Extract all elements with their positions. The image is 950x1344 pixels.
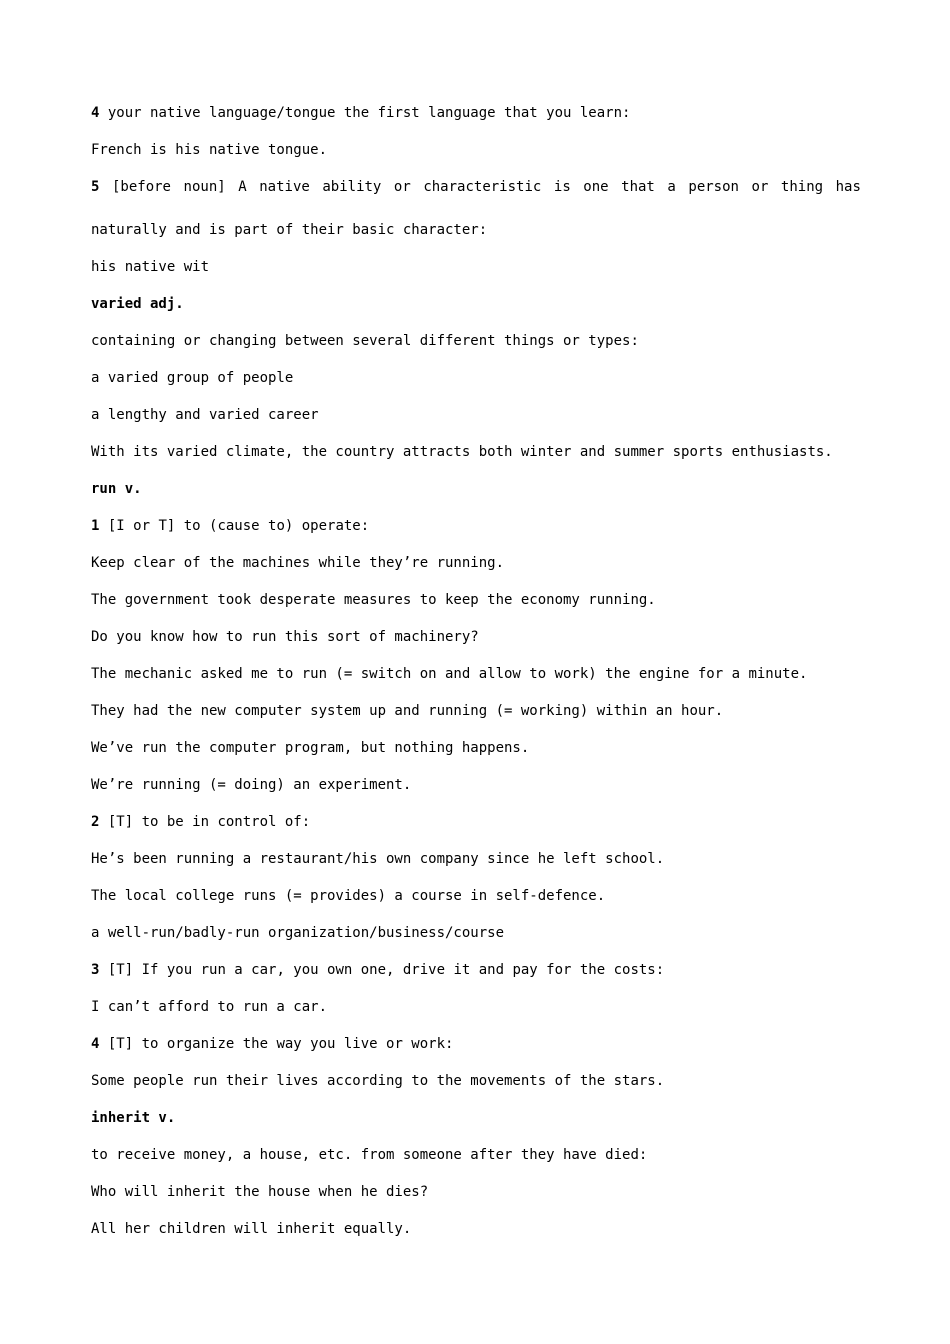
example-sentence: Keep clear of the machines while they’re running. <box>91 555 505 571</box>
definition-word: native <box>259 179 310 195</box>
example-sentence: We’ve run the computer program, but nothing happens. <box>91 740 530 756</box>
definition-line <box>91 103 861 123</box>
definition-word: ability <box>322 179 382 195</box>
example-sentence: The mechanic asked me to run (= switch on and allow to work) the engine for a minute. <box>91 666 808 682</box>
example-sentence: his native wit <box>91 259 210 275</box>
example-sentence: He’s been running a restaurant/his own company since he left school. <box>91 851 665 867</box>
definition-word: thing <box>780 179 824 195</box>
sense-number: 4 <box>91 1036 100 1052</box>
definition-word: person <box>688 179 739 195</box>
example-sentence: French is his native tongue. <box>91 142 328 158</box>
definition-word: [before <box>111 179 171 195</box>
example-sentence: The local college runs (= provides) a course in self-defence. <box>91 888 606 904</box>
example-sentence: All her children will inherit equally. <box>91 1221 412 1237</box>
example-sentence: a lengthy and varied career <box>91 407 319 423</box>
definition-text: [T] If you run a car, you own one, drive it and pay for the costs: <box>99 962 665 978</box>
definition-word: or <box>393 179 411 195</box>
example-sentence: I can’t afford to run a car. <box>91 999 328 1015</box>
dictionary-page <box>91 103 861 1256</box>
headword: varied adj. <box>91 296 184 312</box>
definition-line <box>91 812 861 832</box>
definition-text: [T] to be in control of: <box>99 814 311 830</box>
definition-line <box>91 960 861 980</box>
definition-text: containing or changing between several different things or types: <box>91 333 639 349</box>
definition-word: a <box>667 179 676 195</box>
definition-word: characteristic <box>423 179 542 195</box>
example-sentence: The government took desperate measures to keep the economy running. <box>91 592 656 608</box>
definition-text: [I or T] to (cause to) operate: <box>99 518 370 534</box>
definition-line <box>91 1034 861 1054</box>
definition-word: A <box>238 179 247 195</box>
headword: inherit v. <box>91 1110 176 1126</box>
sense-number: 4 <box>91 105 100 121</box>
definition-word: that <box>621 179 655 195</box>
example-sentence: Who will inherit the house when he dies? <box>91 1184 429 1200</box>
definition-line <box>91 516 861 536</box>
sense-number: 1 <box>91 518 100 534</box>
definition-word: or <box>751 179 769 195</box>
sense-number: 3 <box>91 962 100 978</box>
example-sentence: Some people run their lives according to the movements of the stars. <box>91 1073 665 1089</box>
sense-number: 5 <box>91 179 100 195</box>
sense-number: 2 <box>91 814 100 830</box>
definition-line <box>91 177 861 197</box>
example-sentence: a varied group of people <box>91 370 294 386</box>
example-sentence: Do you know how to run this sort of machinery? <box>91 629 479 645</box>
example-sentence: They had the new computer system up and running (= working) within an hour. <box>91 703 724 719</box>
definition-continuation: naturally and is part of their basic character: <box>91 222 488 238</box>
example-sentence: We’re running (= doing) an experiment. <box>91 777 412 793</box>
definition-text: your native language/tongue the first language that you learn: <box>99 105 631 121</box>
definition-text: [T] to organize the way you live or work: <box>99 1036 454 1052</box>
headword: run v. <box>91 481 142 497</box>
example-sentence: a well-run/badly-run organization/business/course <box>91 925 505 941</box>
definition-word: noun] <box>183 179 226 195</box>
definition-text: to receive money, a house, etc. from someone after they have died: <box>91 1147 648 1163</box>
example-sentence: With its varied climate, the country attracts both winter and summer sports enthusiasts. <box>91 444 833 460</box>
definition-word: is <box>553 179 571 195</box>
definition-word: one <box>583 179 609 195</box>
definition-word: has <box>835 179 861 195</box>
